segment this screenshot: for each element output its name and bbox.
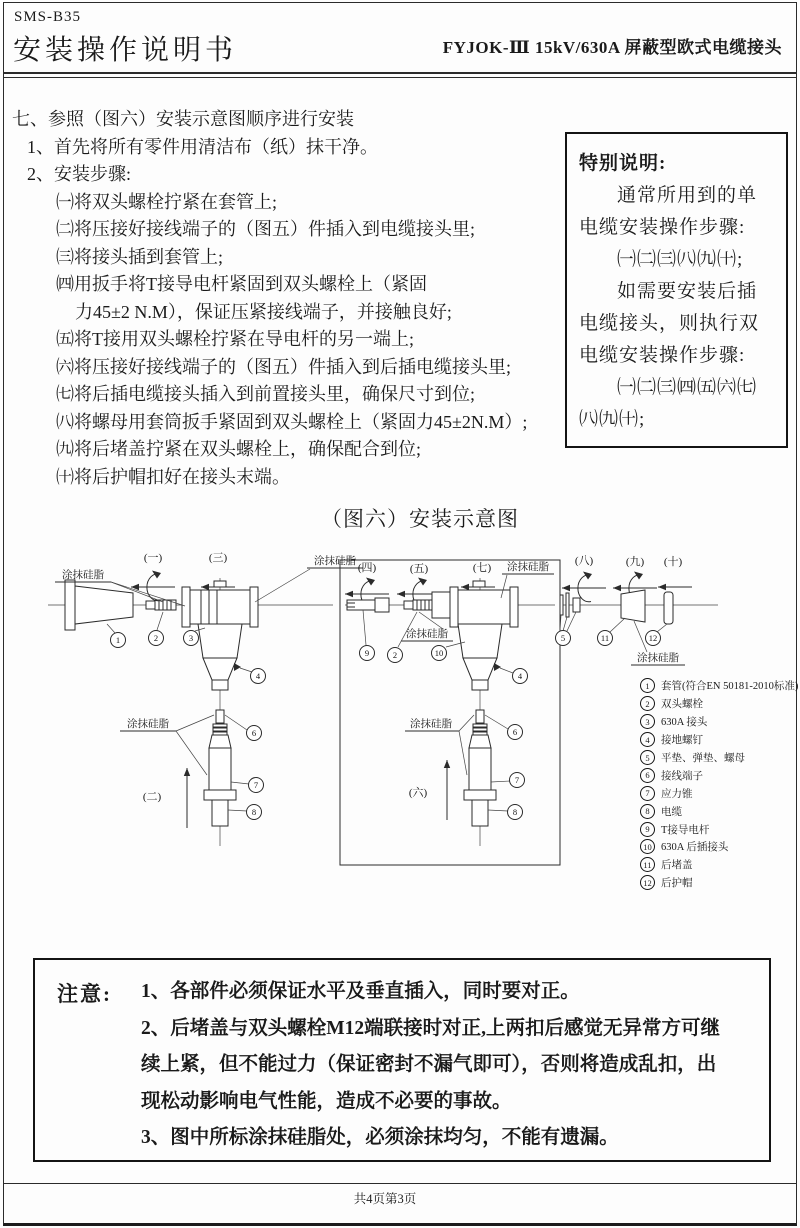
section-line-1: 1、首先将所有零件用清洁布（纸）抹干净。 xyxy=(27,136,378,157)
part-name: 电缆 xyxy=(661,806,682,818)
callout-8: 8 xyxy=(251,807,257,817)
cable-termination-shape xyxy=(464,710,496,826)
ground-screw-icon xyxy=(234,663,241,671)
parts-legend xyxy=(640,677,798,892)
grease-callout xyxy=(120,715,214,775)
grease-label: 涂抹硅脂 xyxy=(637,653,679,664)
install-step-line: ㈣用扳手将T接导电杆紧固到双头螺栓上（紧固 xyxy=(56,274,427,294)
part-number-badge: 9 xyxy=(640,822,655,837)
legend-row xyxy=(640,713,798,731)
callout-3: 3 xyxy=(188,633,194,643)
doc-code: SMS-B35 xyxy=(14,9,82,25)
special-note-box xyxy=(565,132,788,448)
install-step-line: ㈩将后护帽扣好在接头末端。 xyxy=(56,466,290,487)
callout-1: 1 xyxy=(115,635,121,645)
seq-label-4: (四) xyxy=(357,562,377,574)
grease-label: 涂抹硅脂 xyxy=(62,570,104,581)
callout-7: 7 xyxy=(253,780,259,790)
grease-callout xyxy=(405,715,474,775)
page-number: 共4页第3页 xyxy=(353,1192,417,1206)
legend-row xyxy=(640,677,798,695)
part-number-badge: 11 xyxy=(640,857,655,872)
special-note-paragraphs xyxy=(579,180,772,436)
seq-label-3: (三) xyxy=(208,552,228,564)
legend-row xyxy=(640,731,798,749)
callout-6: 6 xyxy=(512,727,518,737)
seq-label-5: (五) xyxy=(409,563,429,575)
part-name: 平垫、弹垫、螺母 xyxy=(661,753,745,764)
callout-2: 2 xyxy=(153,633,159,643)
legend-row xyxy=(640,802,798,820)
install-step-line: ㈨将后堵盖拧紧在双头螺栓上，确保配合到位; xyxy=(56,439,421,459)
part-number-badge: 1 xyxy=(640,678,655,693)
special-note-paragraph: ㈠㈡㈢㈣㈤㈥㈦㈧㈨㈩; xyxy=(579,377,758,430)
header xyxy=(4,3,796,74)
part-name: 接地螺钉 xyxy=(661,735,703,747)
grease-callout xyxy=(255,554,363,602)
callout-9: 9 xyxy=(364,648,370,658)
section-line-2: 2、安装步骤: xyxy=(27,164,132,184)
callout-circles-right xyxy=(556,612,668,646)
special-note-paragraph: 通常所用到的单电缆安装操作步骤: xyxy=(579,185,758,238)
seq-label-2: (二) xyxy=(142,791,162,803)
notice-item: 3、图中所标涂抹硅脂处，必须涂抹均匀，不能有遗漏。 xyxy=(141,1127,619,1148)
part-name: 630A 后插接头 xyxy=(661,842,729,854)
install-step-line: ㈤将T接用双头螺栓拧紧在导电杆的另一端上; xyxy=(56,329,414,349)
grease-label: 涂抹硅脂 xyxy=(507,562,549,573)
part-name: 应力锥 xyxy=(661,788,693,800)
callout-4: 4 xyxy=(255,671,261,681)
callout-4: 4 xyxy=(517,671,523,681)
special-note-title: 特别说明: xyxy=(579,153,667,174)
part-number-badge: 6 xyxy=(640,768,655,783)
rear-plug-cap-shape xyxy=(621,590,645,622)
part-name: T接导电杆 xyxy=(661,824,710,836)
header-divider xyxy=(4,77,796,78)
callout-2: 2 xyxy=(392,650,398,660)
part-name: 后护帽 xyxy=(661,878,693,890)
part-number-badge: 12 xyxy=(640,875,655,890)
callout-8: 8 xyxy=(512,807,518,817)
ground-screw-icon xyxy=(494,663,501,671)
rear-cap-shape xyxy=(664,592,673,624)
legend-row xyxy=(640,856,798,874)
cable-termination-shape xyxy=(204,710,236,826)
seq-label-7: (七) xyxy=(472,562,492,574)
install-steps xyxy=(56,189,572,492)
part-name: 双头螺栓 xyxy=(661,699,703,711)
seq-label-10: (十) xyxy=(663,556,683,568)
section-heading: 七、参照（图六）安装示意图顺序进行安装 xyxy=(12,109,354,129)
install-step-line: ㈠将双头螺栓拧紧在套管上; xyxy=(56,191,277,212)
callout-7: 7 xyxy=(514,775,520,785)
seq-label-1: (一) xyxy=(143,552,163,564)
bushing-shape xyxy=(65,580,133,630)
product-name: FYJOK-Ⅲ 15kV/630A 屏蔽型欧式电缆接头 xyxy=(442,38,782,57)
part-number-badge: 7 xyxy=(640,786,655,801)
install-step-line: ㈥将压接好接线端子的（图五）件插入到后插电缆接头里; xyxy=(56,356,511,377)
install-step-line: 力45±2 N.M），保证压紧接线端子，并接触良好; xyxy=(75,301,452,322)
grease-label: 涂抹硅脂 xyxy=(410,719,452,730)
part-number-badge: 2 xyxy=(640,696,655,711)
callout-10: 10 xyxy=(434,648,444,658)
legend-row xyxy=(640,749,798,767)
install-step-line: ㈡将压接好接线端子的（图五）件插入到电缆接头里; xyxy=(56,219,475,239)
seq-label-8: (八) xyxy=(574,555,594,567)
part-number-badge: 4 xyxy=(640,732,655,747)
install-step-line: ㈢将接头插到套管上; xyxy=(56,246,224,267)
seq-label-6: (六) xyxy=(408,787,428,799)
install-step-line: ㈦将后插电缆接头插入到前置接头里，确保尺寸到位; xyxy=(56,384,475,404)
callout-12: 12 xyxy=(648,633,658,643)
part-number-badge: 5 xyxy=(640,750,655,765)
callout-5: 5 xyxy=(560,633,566,643)
conductor-rod-shape xyxy=(347,598,389,612)
part-name: 后堵盖 xyxy=(661,860,693,872)
grease-label: 涂抹硅脂 xyxy=(314,556,356,567)
stud-shape xyxy=(404,600,434,610)
doc-title: 安装操作说明书 xyxy=(13,35,238,66)
legend-row xyxy=(640,784,798,802)
part-name: 套管(符合EN 50181-2010标准) xyxy=(661,681,799,693)
legend-row xyxy=(640,820,798,838)
seq-label-9: (九) xyxy=(625,556,645,568)
install-section xyxy=(12,106,572,491)
part-number-badge: 10 xyxy=(640,839,655,854)
special-note-paragraph: ㈠㈡㈢㈧㈨㈩; xyxy=(617,249,744,270)
footer-divider xyxy=(4,1183,796,1184)
special-note-paragraph: 如需要安装后插电缆接头，则执行双电缆安装操作步骤: xyxy=(579,281,760,366)
install-step-line: ㈧将螺母用套筒扳手紧固到双头螺栓上（紧固力45±2N.M）; xyxy=(56,411,528,432)
callout-11: 11 xyxy=(600,633,610,643)
figure-title: （图六）安装示意图 xyxy=(321,507,519,531)
legend-row xyxy=(640,766,798,784)
grease-label: 涂抹硅脂 xyxy=(127,719,169,730)
part-name: 接线端子 xyxy=(661,770,703,782)
notice-items xyxy=(141,974,721,1160)
part-number-badge: 8 xyxy=(640,804,655,819)
part-name: 630A 接头 xyxy=(661,717,708,729)
legend-row xyxy=(640,695,798,713)
notice-item: 1、各部件必须保证水平及垂直插入，同时要对正。 xyxy=(141,981,580,1002)
part-number-badge: 3 xyxy=(640,714,655,729)
callout-6: 6 xyxy=(251,728,257,738)
grease-label: 涂抹硅脂 xyxy=(406,629,448,640)
notice-box xyxy=(33,958,771,1162)
notice-label: 注意: xyxy=(57,982,112,1006)
callout-circles-left xyxy=(107,612,266,820)
notice-item: 2、后堵盖与双头螺栓M12端联接时对正,上两扣后感觉无异常方可继续上紧，但不能过力（保证密封不漏气即可），否则将造成乱扣，出现松动影响电气性能，造成不必要的事故。 xyxy=(141,1017,721,1112)
legend-row xyxy=(640,838,798,856)
legend-row xyxy=(640,874,798,892)
